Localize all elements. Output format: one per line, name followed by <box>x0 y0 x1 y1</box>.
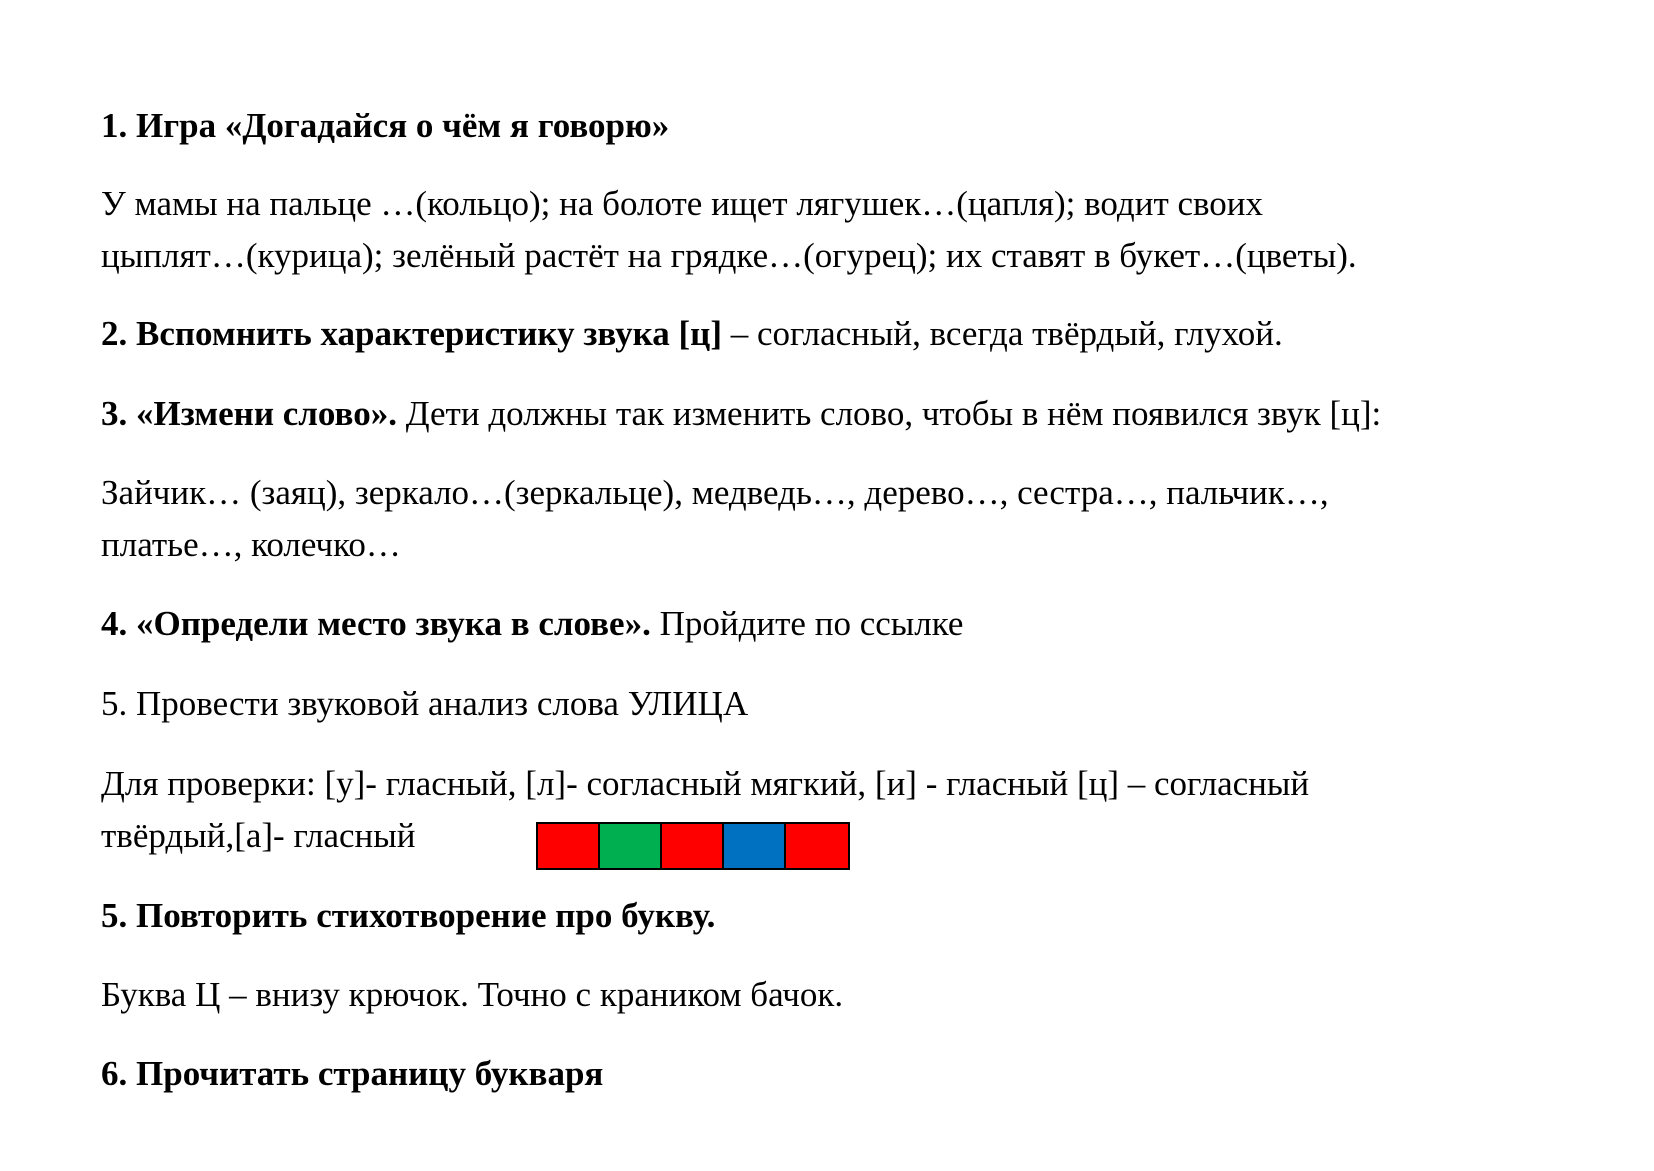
task1-heading: 1. Игра «Догадайся о чём я говорю» <box>101 106 670 145</box>
task3-text: Дети должны так изменить слово, чтобы в нём появился звук [ц]: <box>396 394 1382 433</box>
task5-poem-text: Буква Ц – внизу крючок. Точно с краником бачок. <box>101 975 844 1014</box>
task1-text-line-2: цыплят…(курица); зелёный растёт на грядке…(огурец); их ставят в букет…(цветы). <box>101 236 1357 275</box>
task2-text: – согласный, всегда твёрдый, глухой. <box>721 314 1283 353</box>
task3-paragraph <box>101 388 1381 440</box>
task4-heading: 4. «Определи место звука в слове». <box>101 604 651 643</box>
task2-heading: 2. Вспомнить характеристику звука [ц] <box>101 314 722 353</box>
sound-box-3 <box>662 824 724 868</box>
sound-box-5 <box>786 824 848 868</box>
sound-box-2 <box>600 824 662 868</box>
task3-words-line-2: платье…, колечко… <box>101 525 401 564</box>
task4-text: Пройдите по ссылке <box>650 604 964 643</box>
task5-poem-heading: 5. Повторить стихотворение про букву. <box>101 896 716 935</box>
task5-check-line-1: Для проверки: [у]- гласный, [л]- согласный мягкий, [и] - гласный [ц] – согласный <box>101 764 1310 803</box>
task5-check-line-2: твёрдый,[а]- гласный <box>101 816 416 855</box>
task1-text-line-1: У мамы на пальце …(кольцо); на болоте ищет лягушек…(цапля); водит своих <box>101 184 1264 223</box>
task3-heading: 3. «Измени слово». <box>101 394 397 433</box>
sound-box-4 <box>724 824 786 868</box>
sound-box-1 <box>538 824 600 868</box>
task3-words-line-1: Зайчик… (заяц), зеркало…(зеркальце), медведь…, дерево…, сестра…, пальчик…, <box>101 473 1329 512</box>
task2-paragraph <box>101 308 1283 360</box>
task5-analysis-heading: 5. Провести звуковой анализ слова УЛИЦА <box>101 684 749 723</box>
sound-scheme-boxes <box>536 822 850 870</box>
task6-heading: 6. Прочитать страницу букваря <box>101 1054 604 1093</box>
task4-paragraph <box>101 598 963 650</box>
